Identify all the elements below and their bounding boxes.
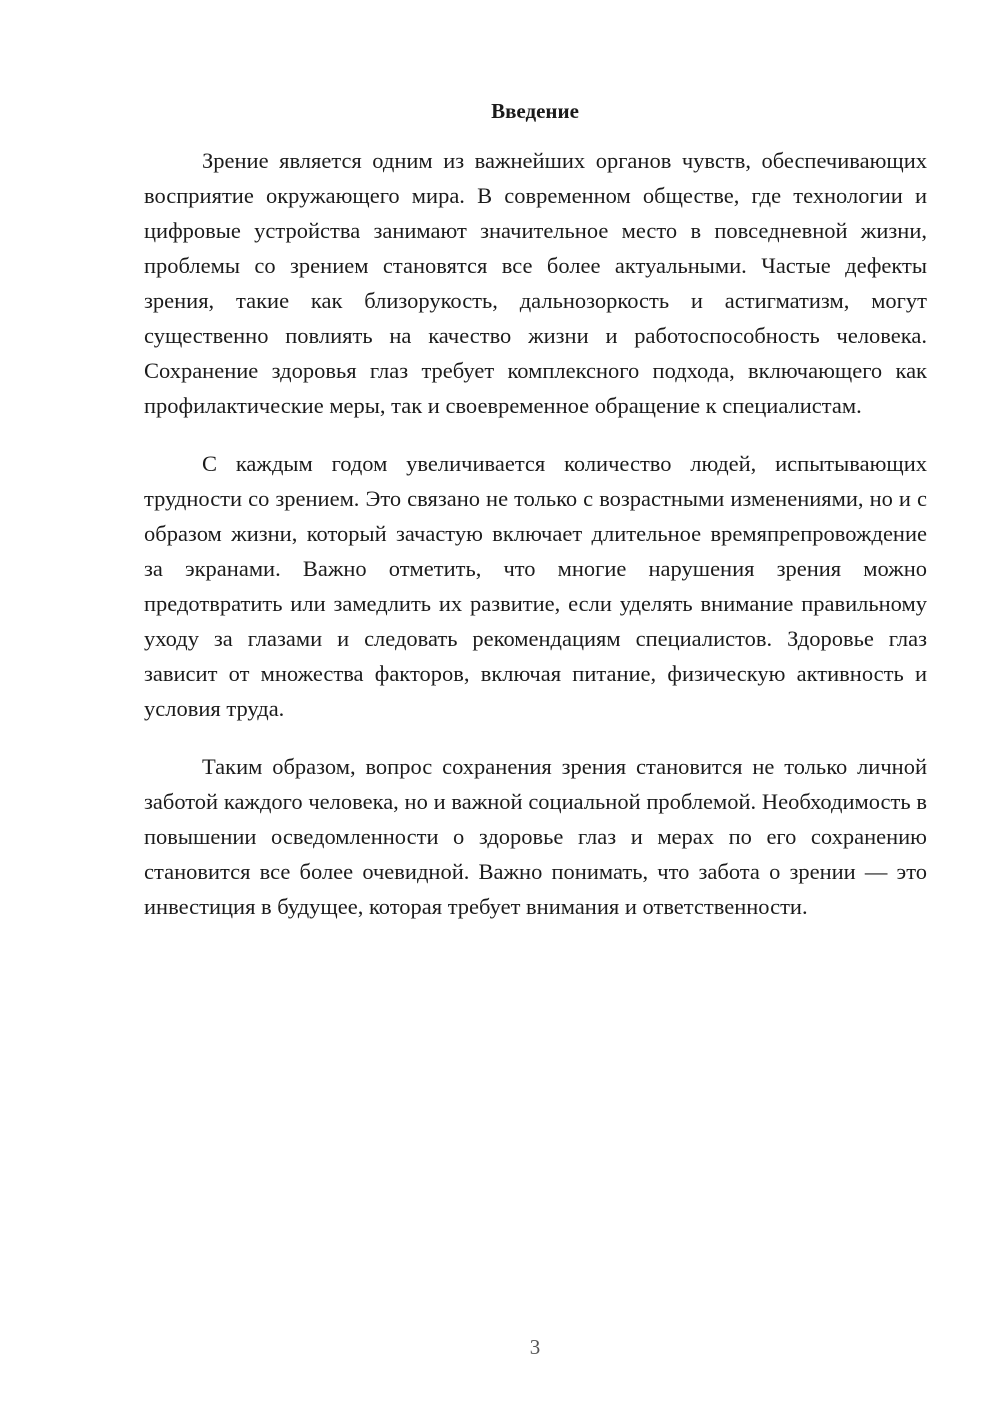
body-text [144,143,927,947]
section-title: Введение [491,99,579,123]
paragraph-3: Таким образом, вопрос сохранения зрения становится не только личной заботой каждого человека, но и важной социальной проблемой. Необходимость в повышении осведомленности о здоровье глаз и мерах по его сохранению становится все более очевидной. Важно понимать, что забота о зрении — это инвестиция в будущее, которая требует внимания и ответственности. [144,754,927,919]
paragraph-1: Зрение является одним из важнейших органов чувств, обеспечивающих восприятие окружающего мира. В современном обществе, где технологии и цифровые устройства занимают значительное место в повседневной жизни, проблемы со зрением становятся все более актуальными. Частые дефекты зрения, такие как близорукость, дальнозоркость и астигматизм, могут существенно повлиять на качество жизни и работоспособность человека. Сохранение здоровья глаз требует комплексного подхода, включающего как профилактические меры, так и своевременное обращение к специалистам. [144,148,927,418]
paragraph-2: С каждым годом увеличивается количество людей, испытывающих трудности со зрением. Это связано не только с возрастными изменениями, но и с образом жизни, который зачастую включает длительное времяпрепровождение за экранами. Важно отметить, что многие нарушения зрения можно предотвратить или замедлить их развитие, если уделять внимание правильному уходу за глазами и следовать рекомендациям специалистов. Здоровье глаз зависит от множества факторов, включая питание, физическую активность и условия труда. [144,451,927,721]
page-number: 3 [529,1335,541,1359]
